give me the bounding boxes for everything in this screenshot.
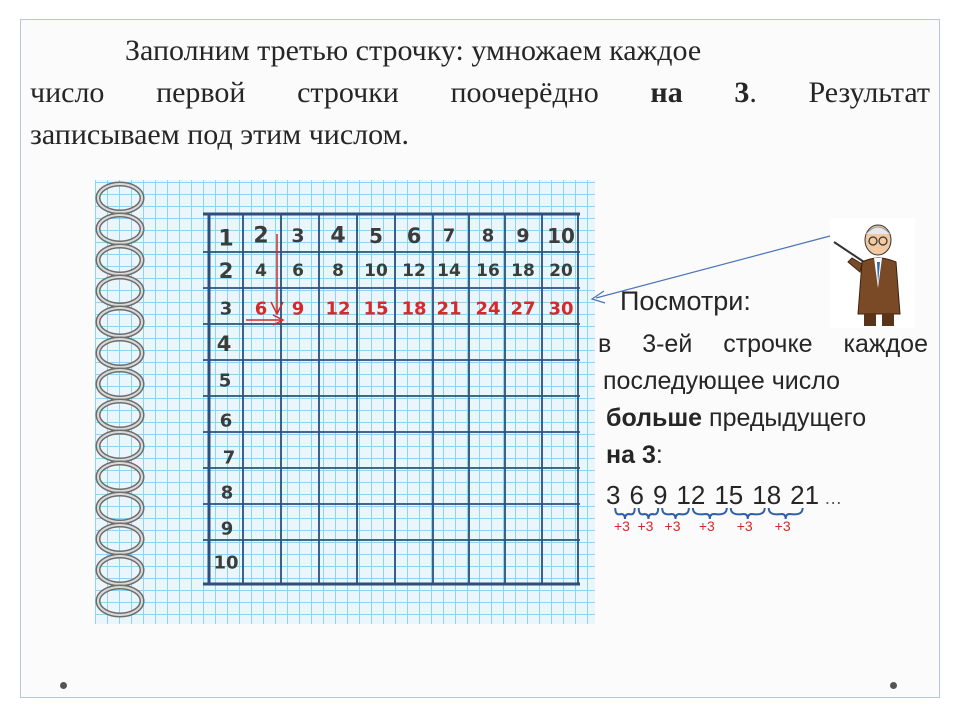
row-1-cell: 7 (442, 225, 456, 247)
first-column-cell: 10 (213, 552, 239, 574)
explain-line-3-rest: предыдущего (702, 404, 867, 432)
first-column-cell: 9 (220, 518, 234, 540)
row-2-cell: 10 (364, 261, 388, 281)
row-3-cell: 3 (219, 298, 233, 320)
row-2-cell: 14 (437, 261, 461, 281)
step-label: +3 (637, 518, 654, 534)
sequence-number: 21 (790, 480, 820, 510)
explain-bold-na-3: на 3 (606, 441, 656, 469)
row-2-cell: 16 (476, 261, 500, 281)
row-1-cell: 1 (218, 226, 234, 252)
row-3-cell: 6 (254, 298, 268, 320)
row-1-cell: 4 (330, 223, 346, 249)
row-1-cell: 8 (481, 225, 495, 247)
row-1-cell: 2 (253, 223, 269, 249)
row-2-cell: 18 (511, 261, 535, 281)
row-3-cell: 9 (291, 298, 305, 320)
row-2-cell: 2 (218, 259, 234, 283)
row-3-cell: 18 (401, 298, 427, 320)
row-1-cell: 6 (406, 224, 422, 248)
explain-line-1: в 3-ей строчке каждое (598, 330, 928, 358)
sequence-number: 3 (606, 480, 621, 510)
sequence-number: 12 (676, 480, 706, 510)
row-1-cell: 10 (547, 224, 575, 248)
intro-line-2-start: число первой строчки поочерёдно (30, 76, 651, 109)
row-3-cell: 24 (475, 298, 501, 320)
look-heading: Посмотри: (620, 286, 751, 316)
sequence-number: 6 (629, 480, 644, 510)
explain-bold-bolshe: больше (606, 404, 703, 432)
row-1-cell: 9 (516, 225, 530, 247)
row-2-cell: 20 (549, 261, 573, 281)
intro-line-2-end: . Результат (749, 76, 930, 109)
row-2-cell: 8 (332, 261, 344, 281)
intro-line-3: записываем под этим числом. (30, 118, 410, 151)
step-label: +3 (613, 518, 630, 534)
step-label: +3 (664, 518, 681, 534)
sequence-ellipsis: … (824, 488, 843, 508)
step-label: +3 (774, 518, 791, 534)
row-2-cell: 4 (255, 261, 267, 281)
first-column-cell: 8 (220, 482, 234, 504)
sequence-number: 9 (652, 480, 668, 510)
step-label: +3 (698, 518, 715, 534)
row-2-cell: 6 (292, 261, 304, 281)
row-1-cell: 5 (369, 224, 383, 248)
first-column-cell: 6 (219, 410, 233, 432)
row-1-cell: 3 (291, 225, 305, 247)
first-column-cell: 4 (216, 332, 232, 356)
row-2-cell: 12 (402, 261, 426, 281)
explain-line-2: последующее число (603, 367, 841, 395)
first-column-cell: 5 (218, 370, 232, 392)
row-3-cell: 21 (436, 298, 462, 320)
row-3-cell: 27 (510, 298, 536, 320)
row-3-cell: 15 (363, 298, 389, 320)
step-label: +3 (736, 518, 753, 534)
slide-dot-left (60, 682, 67, 689)
slide-dot-right (890, 682, 897, 689)
sequence-number: 18 (752, 480, 782, 510)
explain-line-4-rest: : (655, 441, 663, 469)
intro-bold-na-3: на 3 (650, 76, 750, 109)
row-3-cell: 12 (325, 298, 351, 320)
row-3-cell: 30 (548, 298, 574, 320)
first-column-cell: 7 (222, 447, 236, 469)
intro-line-1: Заполним третью строчку: умножаем каждое (125, 34, 702, 67)
sequence-number: 15 (714, 480, 744, 510)
